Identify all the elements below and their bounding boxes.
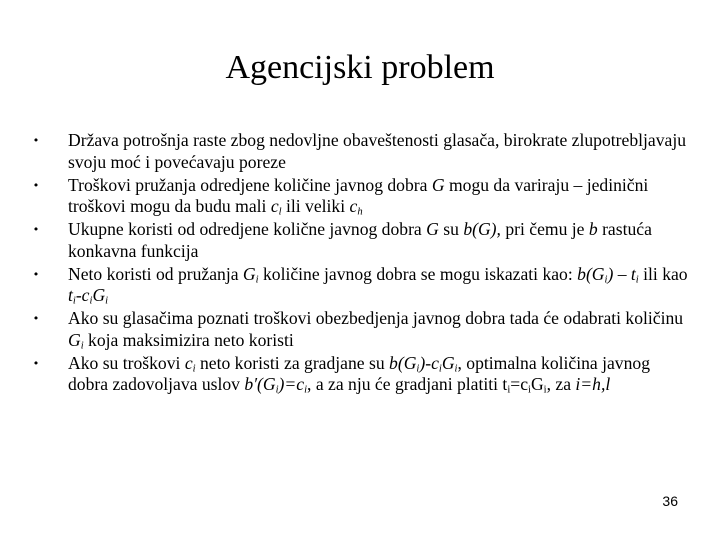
bullet-item: • Neto koristi od pružanja $G_i$ količine javnog dobra se mogu iskazati kao: $b(G_i) - t_i$ ili kao $t_i-c_iG_i$ — [30, 264, 690, 307]
bullet-item: • Država potrošnja raste zbog nedovljne obaveštenosti glasača, birokrate zlupotrebljavaju svoju moć i povećavaju poreze — [30, 130, 690, 173]
bullet-item: • Troškovi pružanja odredjene količine javnog dobra G mogu da variraju – jedinični troškovi mogu da budu mali $c_l$ ili veliki $c_h$ — [30, 175, 690, 218]
bullet-icon: • — [32, 356, 40, 370]
bullet-item: • Ako su troškovi $c_i$ neto koristi za gradjane su $b(G_i)-c_iG_i$, optimalna količina javnog dobra zadovoljava uslov $b'(G_i)=c_i$, a za nju će gradjani platiti $t_i=c_iG_i$, za i=h,l — [30, 353, 690, 396]
bullet-item: • Ako su glasačima poznati troškovi obezbedjenja javnog dobra tada će odabrati količinu $G_i$ koja maksimizira neto koristi — [30, 308, 690, 351]
bullet-icon: • — [32, 267, 40, 281]
bullet-icon: • — [32, 178, 40, 192]
bullet-icon: • — [32, 134, 40, 147]
slide-title: Agencijski problem — [225, 49, 495, 86]
bullet-list — [30, 130, 690, 397]
bullet-icon: • — [32, 312, 40, 325]
bullet-icon: • — [32, 223, 40, 236]
page-number: 36 — [662, 493, 678, 509]
bullet-item: • Ukupne koristi od odredjene količne javnog dobra G su b(G), pri čemu je b rastuća konkavna funkcija — [30, 219, 690, 262]
